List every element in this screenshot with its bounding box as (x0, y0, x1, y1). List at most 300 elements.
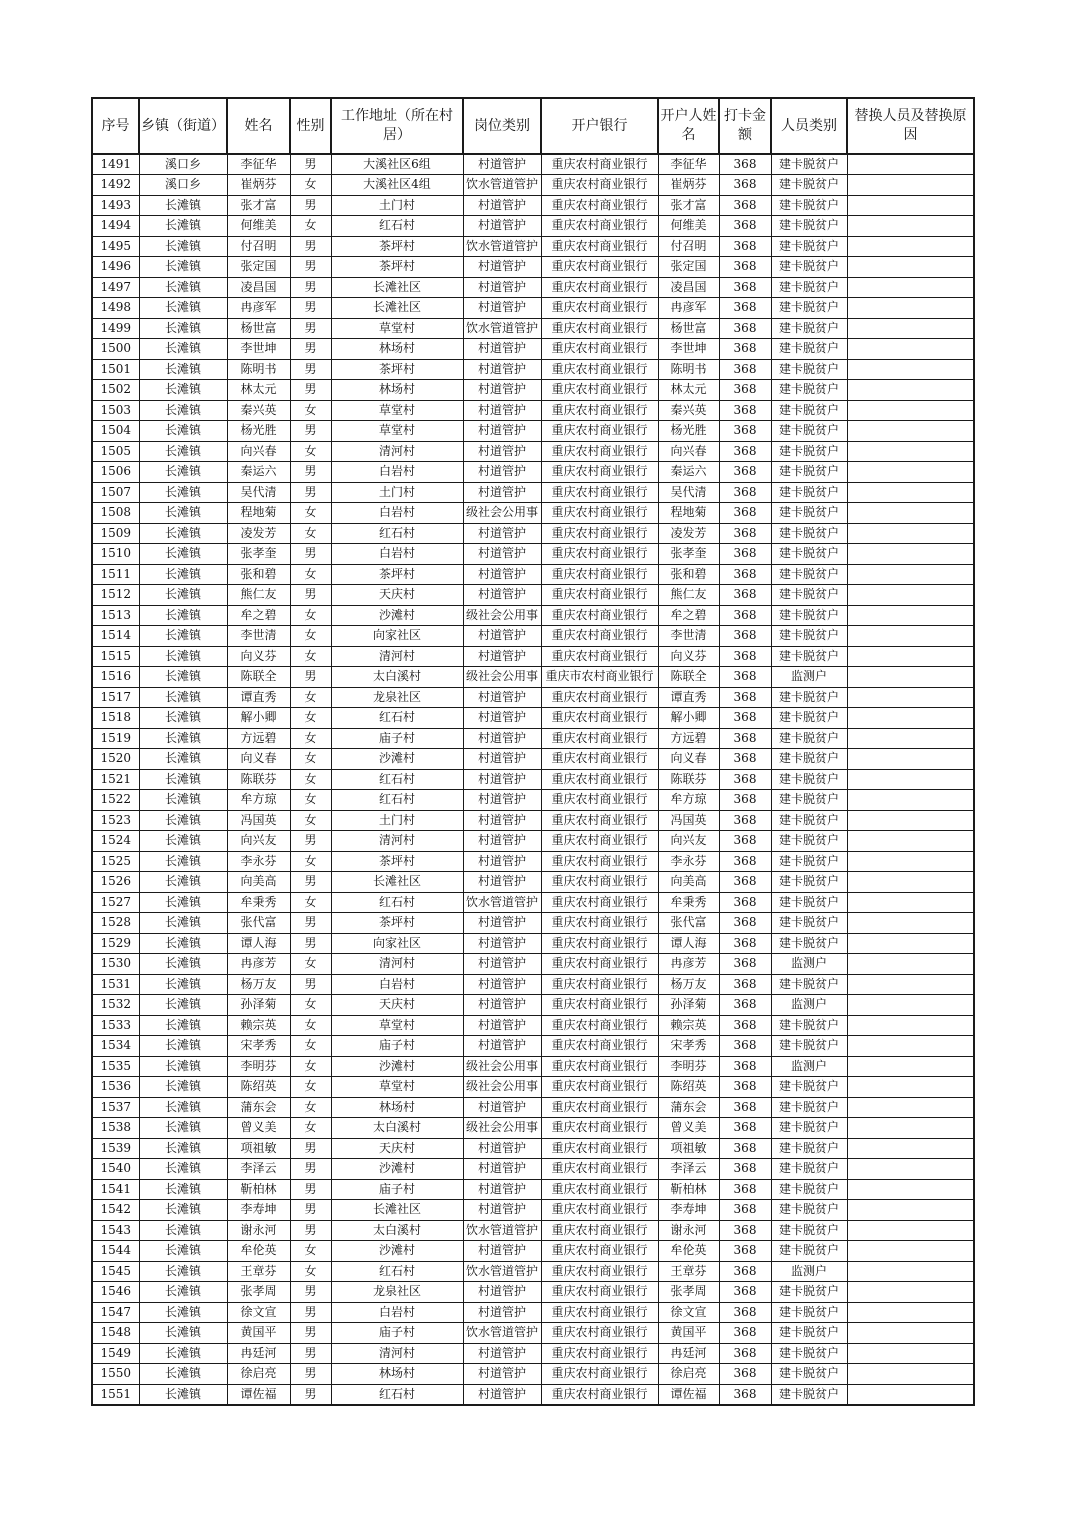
cell-post-type: 饮水管道管护 (463, 175, 541, 196)
cell-township: 长滩镇 (139, 790, 227, 811)
cell-amount: 368 (719, 277, 771, 298)
header-col-gender: 性别 (290, 98, 331, 154)
header-col-replacement: 替换人员及替换原因 (847, 98, 974, 154)
table-row (92, 769, 974, 790)
table-row (92, 257, 974, 278)
cell-amount: 368 (719, 318, 771, 339)
header-col-person-category: 人员类别 (771, 98, 847, 154)
cell-work-address: 庙子村 (331, 1179, 463, 1200)
cell-replacement (847, 1138, 974, 1159)
cell-account-holder: 何维美 (658, 216, 719, 237)
cell-amount: 368 (719, 1138, 771, 1159)
cell-index: 1494 (92, 216, 139, 237)
cell-account-holder: 蒲东会 (658, 1097, 719, 1118)
cell-bank: 重庆农村商业银行 (541, 544, 658, 565)
cell-bank: 重庆农村商业银行 (541, 1241, 658, 1262)
cell-name: 吴代清 (227, 482, 290, 503)
cell-gender: 男 (290, 236, 331, 257)
cell-post-type: 饮水管道管护 (463, 1323, 541, 1344)
cell-name: 王章芬 (227, 1261, 290, 1282)
cell-account-holder: 李明芬 (658, 1056, 719, 1077)
cell-post-type: 村道管护 (463, 564, 541, 585)
cell-post-type: 饮水管道管护 (463, 1220, 541, 1241)
cell-work-address: 茶坪村 (331, 257, 463, 278)
cell-name: 张定国 (227, 257, 290, 278)
cell-index: 1514 (92, 626, 139, 647)
cell-name: 张才富 (227, 195, 290, 216)
cell-work-address: 红石村 (331, 708, 463, 729)
cell-township: 长滩镇 (139, 585, 227, 606)
cell-index: 1528 (92, 913, 139, 934)
cell-account-holder: 牟方琼 (658, 790, 719, 811)
cell-township: 长滩镇 (139, 339, 227, 360)
cell-gender: 女 (290, 687, 331, 708)
cell-amount: 368 (719, 687, 771, 708)
cell-post-type: 级社会公用事 (463, 1118, 541, 1139)
cell-index: 1531 (92, 974, 139, 995)
cell-replacement (847, 298, 974, 319)
cell-gender: 男 (290, 585, 331, 606)
cell-amount: 368 (719, 380, 771, 401)
cell-amount: 368 (719, 646, 771, 667)
cell-post-type: 村道管护 (463, 872, 541, 893)
cell-replacement (847, 195, 974, 216)
cell-person-category: 建卡脱贫户 (771, 851, 847, 872)
cell-bank: 重庆农村商业银行 (541, 1220, 658, 1241)
cell-gender: 女 (290, 1036, 331, 1057)
cell-post-type: 村道管护 (463, 339, 541, 360)
cell-amount: 368 (719, 236, 771, 257)
cell-person-category: 建卡脱贫户 (771, 1364, 847, 1385)
cell-township: 长滩镇 (139, 1097, 227, 1118)
table-row (92, 708, 974, 729)
table-row (92, 749, 974, 770)
cell-name: 张孝奎 (227, 544, 290, 565)
cell-bank: 重庆农村商业银行 (541, 810, 658, 831)
cell-work-address: 长滩社区 (331, 872, 463, 893)
cell-person-category: 建卡脱贫户 (771, 380, 847, 401)
cell-account-holder: 杨世富 (658, 318, 719, 339)
cell-township: 长滩镇 (139, 216, 227, 237)
cell-replacement (847, 646, 974, 667)
cell-replacement (847, 585, 974, 606)
cell-township: 长滩镇 (139, 1077, 227, 1098)
cell-bank: 重庆农村商业银行 (541, 749, 658, 770)
cell-index: 1497 (92, 277, 139, 298)
cell-post-type: 村道管护 (463, 277, 541, 298)
cell-account-holder: 谢永河 (658, 1220, 719, 1241)
cell-gender: 男 (290, 1384, 331, 1405)
cell-index: 1537 (92, 1097, 139, 1118)
cell-name: 牟方琼 (227, 790, 290, 811)
cell-account-holder: 谭佐福 (658, 1384, 719, 1405)
cell-township: 长滩镇 (139, 441, 227, 462)
table-row (92, 1364, 974, 1385)
cell-bank: 重庆农村商业银行 (541, 851, 658, 872)
cell-name: 谢永河 (227, 1220, 290, 1241)
cell-amount: 368 (719, 933, 771, 954)
cell-replacement (847, 175, 974, 196)
cell-bank: 重庆农村商业银行 (541, 646, 658, 667)
cell-account-holder: 杨光胜 (658, 421, 719, 442)
cell-replacement (847, 1364, 974, 1385)
table-row (92, 1056, 974, 1077)
cell-township: 长滩镇 (139, 851, 227, 872)
cell-replacement (847, 1036, 974, 1057)
cell-name: 曾义美 (227, 1118, 290, 1139)
cell-township: 长滩镇 (139, 1118, 227, 1139)
cell-bank: 重庆农村商业银行 (541, 708, 658, 729)
cell-replacement (847, 1159, 974, 1180)
cell-work-address: 林场村 (331, 1364, 463, 1385)
cell-person-category: 建卡脱贫户 (771, 216, 847, 237)
roster-table (91, 97, 975, 1406)
cell-gender: 女 (290, 769, 331, 790)
cell-index: 1544 (92, 1241, 139, 1262)
cell-post-type: 村道管护 (463, 359, 541, 380)
cell-bank: 重庆农村商业银行 (541, 1159, 658, 1180)
cell-name: 谭人海 (227, 933, 290, 954)
cell-bank: 重庆农村商业银行 (541, 1323, 658, 1344)
cell-work-address: 红石村 (331, 523, 463, 544)
table-row (92, 359, 974, 380)
cell-index: 1546 (92, 1282, 139, 1303)
cell-name: 向兴春 (227, 441, 290, 462)
cell-index: 1515 (92, 646, 139, 667)
cell-bank: 重庆农村商业银行 (541, 1118, 658, 1139)
cell-township: 溪口乡 (139, 175, 227, 196)
table-row (92, 872, 974, 893)
cell-work-address: 清河村 (331, 831, 463, 852)
cell-bank: 重庆农村商业银行 (541, 359, 658, 380)
cell-post-type: 村道管护 (463, 1138, 541, 1159)
cell-township: 长滩镇 (139, 708, 227, 729)
cell-gender: 女 (290, 1241, 331, 1262)
cell-township: 长滩镇 (139, 544, 227, 565)
cell-index: 1509 (92, 523, 139, 544)
cell-index: 1498 (92, 298, 139, 319)
cell-post-type: 村道管护 (463, 790, 541, 811)
cell-account-holder: 向义春 (658, 749, 719, 770)
header-col-work-address: 工作地址（所在村居） (331, 98, 463, 154)
cell-work-address: 龙泉社区 (331, 1282, 463, 1303)
table-row (92, 1323, 974, 1344)
cell-person-category: 建卡脱贫户 (771, 913, 847, 934)
cell-amount: 368 (719, 400, 771, 421)
table-row (92, 318, 974, 339)
cell-work-address: 清河村 (331, 954, 463, 975)
table-row (92, 585, 974, 606)
cell-amount: 368 (719, 175, 771, 196)
cell-person-category: 建卡脱贫户 (771, 298, 847, 319)
cell-amount: 368 (719, 708, 771, 729)
cell-bank: 重庆农村商业银行 (541, 913, 658, 934)
table-row (92, 1077, 974, 1098)
cell-account-holder: 李永芬 (658, 851, 719, 872)
cell-work-address: 林场村 (331, 1097, 463, 1118)
cell-replacement (847, 1323, 974, 1344)
cell-person-category: 建卡脱贫户 (771, 1200, 847, 1221)
cell-index: 1517 (92, 687, 139, 708)
cell-amount: 368 (719, 339, 771, 360)
cell-bank: 重庆农村商业银行 (541, 503, 658, 524)
cell-post-type: 级社会公用事 (463, 503, 541, 524)
cell-replacement (847, 523, 974, 544)
cell-bank: 重庆农村商业银行 (541, 1302, 658, 1323)
cell-index: 1550 (92, 1364, 139, 1385)
cell-township: 长滩镇 (139, 892, 227, 913)
cell-post-type: 村道管护 (463, 1364, 541, 1385)
cell-person-category: 建卡脱贫户 (771, 1241, 847, 1262)
cell-gender: 男 (290, 544, 331, 565)
cell-work-address: 天庆村 (331, 1138, 463, 1159)
cell-bank: 重庆农村商业银行 (541, 974, 658, 995)
cell-amount: 368 (719, 995, 771, 1016)
cell-post-type: 村道管护 (463, 728, 541, 749)
cell-work-address: 草堂村 (331, 421, 463, 442)
cell-work-address: 龙泉社区 (331, 687, 463, 708)
cell-post-type: 村道管护 (463, 810, 541, 831)
table-row (92, 1097, 974, 1118)
cell-township: 长滩镇 (139, 523, 227, 544)
cell-person-category: 建卡脱贫户 (771, 175, 847, 196)
cell-amount: 368 (719, 298, 771, 319)
cell-post-type: 村道管护 (463, 1015, 541, 1036)
cell-bank: 重庆农村商业银行 (541, 564, 658, 585)
cell-account-holder: 向兴春 (658, 441, 719, 462)
cell-work-address: 天庆村 (331, 995, 463, 1016)
cell-index: 1543 (92, 1220, 139, 1241)
cell-bank: 重庆农村商业银行 (541, 728, 658, 749)
cell-gender: 男 (290, 380, 331, 401)
cell-post-type: 村道管护 (463, 257, 541, 278)
cell-person-category: 建卡脱贫户 (771, 257, 847, 278)
cell-account-holder: 项祖敏 (658, 1138, 719, 1159)
table-row (92, 380, 974, 401)
cell-post-type: 饮水管道管护 (463, 236, 541, 257)
cell-work-address: 大溪社区6组 (331, 154, 463, 175)
cell-township: 长滩镇 (139, 872, 227, 893)
table-row (92, 667, 974, 688)
cell-gender: 女 (290, 1077, 331, 1098)
cell-amount: 368 (719, 1220, 771, 1241)
cell-name: 牟之碧 (227, 605, 290, 626)
cell-replacement (847, 810, 974, 831)
cell-post-type: 村道管护 (463, 933, 541, 954)
cell-replacement (847, 236, 974, 257)
cell-post-type: 村道管护 (463, 195, 541, 216)
cell-bank: 重庆农村商业银行 (541, 1015, 658, 1036)
table-row (92, 503, 974, 524)
cell-amount: 368 (719, 1056, 771, 1077)
table-row (92, 995, 974, 1016)
cell-name: 付召明 (227, 236, 290, 257)
cell-work-address: 红石村 (331, 1384, 463, 1405)
cell-work-address: 太白溪村 (331, 667, 463, 688)
cell-post-type: 村道管护 (463, 1302, 541, 1323)
cell-gender: 女 (290, 708, 331, 729)
table-row (92, 1118, 974, 1139)
cell-account-holder: 吴代清 (658, 482, 719, 503)
cell-amount: 368 (719, 954, 771, 975)
table-row (92, 1200, 974, 1221)
cell-post-type: 村道管护 (463, 154, 541, 175)
cell-work-address: 长滩社区 (331, 1200, 463, 1221)
cell-bank: 重庆农村商业银行 (541, 175, 658, 196)
cell-replacement (847, 1261, 974, 1282)
cell-replacement (847, 1282, 974, 1303)
cell-name: 张孝周 (227, 1282, 290, 1303)
cell-gender: 男 (290, 257, 331, 278)
cell-post-type: 村道管护 (463, 462, 541, 483)
cell-amount: 368 (719, 585, 771, 606)
cell-post-type: 村道管护 (463, 687, 541, 708)
cell-township: 长滩镇 (139, 298, 227, 319)
cell-amount: 368 (719, 1118, 771, 1139)
cell-bank: 重庆农村商业银行 (541, 790, 658, 811)
cell-account-holder: 靳柏林 (658, 1179, 719, 1200)
cell-bank: 重庆农村商业银行 (541, 1097, 658, 1118)
cell-gender: 女 (290, 503, 331, 524)
cell-amount: 368 (719, 503, 771, 524)
table-row (92, 728, 974, 749)
cell-account-holder: 李世坤 (658, 339, 719, 360)
table-row (92, 1159, 974, 1180)
cell-account-holder: 李泽云 (658, 1159, 719, 1180)
cell-index: 1541 (92, 1179, 139, 1200)
cell-index: 1518 (92, 708, 139, 729)
cell-person-category: 建卡脱贫户 (771, 154, 847, 175)
cell-person-category: 建卡脱贫户 (771, 339, 847, 360)
cell-post-type: 村道管护 (463, 1384, 541, 1405)
cell-post-type: 村道管护 (463, 400, 541, 421)
cell-post-type: 村道管护 (463, 1159, 541, 1180)
cell-person-category: 建卡脱贫户 (771, 441, 847, 462)
table-row (92, 564, 974, 585)
cell-replacement (847, 769, 974, 790)
cell-gender: 女 (290, 728, 331, 749)
cell-person-category: 建卡脱贫户 (771, 318, 847, 339)
cell-index: 1534 (92, 1036, 139, 1057)
cell-replacement (847, 667, 974, 688)
cell-account-holder: 陈绍英 (658, 1077, 719, 1098)
cell-replacement (847, 1302, 974, 1323)
cell-post-type: 村道管护 (463, 1097, 541, 1118)
cell-name: 崔炳芬 (227, 175, 290, 196)
table-row (92, 933, 974, 954)
cell-person-category: 建卡脱贫户 (771, 1015, 847, 1036)
cell-bank: 重庆农村商业银行 (541, 298, 658, 319)
cell-township: 长滩镇 (139, 1282, 227, 1303)
cell-account-holder: 赖宗英 (658, 1015, 719, 1036)
cell-name: 徐文宣 (227, 1302, 290, 1323)
cell-account-holder: 冯国英 (658, 810, 719, 831)
cell-bank: 重庆农村商业银行 (541, 1200, 658, 1221)
cell-index: 1530 (92, 954, 139, 975)
cell-work-address: 白岩村 (331, 503, 463, 524)
cell-name: 陈联全 (227, 667, 290, 688)
cell-replacement (847, 954, 974, 975)
cell-amount: 368 (719, 523, 771, 544)
cell-gender: 女 (290, 1056, 331, 1077)
cell-account-holder: 张和碧 (658, 564, 719, 585)
cell-name: 杨世富 (227, 318, 290, 339)
table-row (92, 605, 974, 626)
cell-work-address: 茶坪村 (331, 359, 463, 380)
cell-account-holder: 向义芬 (658, 646, 719, 667)
cell-amount: 368 (719, 544, 771, 565)
cell-name: 靳柏林 (227, 1179, 290, 1200)
cell-replacement (847, 872, 974, 893)
cell-account-holder: 牟秉秀 (658, 892, 719, 913)
cell-name: 李世坤 (227, 339, 290, 360)
cell-person-category: 建卡脱贫户 (771, 769, 847, 790)
cell-gender: 男 (290, 1302, 331, 1323)
cell-work-address: 白岩村 (331, 1302, 463, 1323)
cell-bank: 重庆农村商业银行 (541, 400, 658, 421)
cell-account-holder: 王章芬 (658, 1261, 719, 1282)
cell-replacement (847, 728, 974, 749)
cell-gender: 男 (290, 667, 331, 688)
header-col-bank: 开户银行 (541, 98, 658, 154)
cell-gender: 男 (290, 913, 331, 934)
cell-township: 长滩镇 (139, 1036, 227, 1057)
table-row (92, 1343, 974, 1364)
cell-gender: 女 (290, 523, 331, 544)
cell-person-category: 监测户 (771, 1056, 847, 1077)
cell-gender: 男 (290, 831, 331, 852)
cell-post-type: 村道管护 (463, 298, 541, 319)
cell-index: 1513 (92, 605, 139, 626)
cell-work-address: 大溪社区4组 (331, 175, 463, 196)
cell-work-address: 白岩村 (331, 544, 463, 565)
cell-work-address: 白岩村 (331, 974, 463, 995)
cell-bank: 重庆农村商业银行 (541, 441, 658, 462)
cell-person-category: 监测户 (771, 1261, 847, 1282)
cell-index: 1540 (92, 1159, 139, 1180)
cell-post-type: 村道管护 (463, 646, 541, 667)
cell-account-holder: 张定国 (658, 257, 719, 278)
cell-bank: 重庆农村商业银行 (541, 1261, 658, 1282)
cell-township: 长滩镇 (139, 974, 227, 995)
cell-post-type: 村道管护 (463, 585, 541, 606)
cell-person-category: 建卡脱贫户 (771, 831, 847, 852)
cell-account-holder: 凌发芳 (658, 523, 719, 544)
cell-gender: 女 (290, 216, 331, 237)
cell-amount: 368 (719, 1323, 771, 1344)
table-row (92, 339, 974, 360)
cell-replacement (847, 339, 974, 360)
cell-index: 1545 (92, 1261, 139, 1282)
cell-township: 长滩镇 (139, 769, 227, 790)
cell-post-type: 级社会公用事 (463, 1077, 541, 1098)
cell-work-address: 沙滩村 (331, 605, 463, 626)
cell-account-holder: 冉廷河 (658, 1343, 719, 1364)
cell-bank: 重庆农村商业银行 (541, 831, 658, 852)
cell-index: 1547 (92, 1302, 139, 1323)
header-col-name: 姓名 (227, 98, 290, 154)
cell-post-type: 级社会公用事 (463, 605, 541, 626)
cell-name: 杨万友 (227, 974, 290, 995)
cell-bank: 重庆农村商业银行 (541, 872, 658, 893)
cell-amount: 368 (719, 1364, 771, 1385)
cell-person-category: 建卡脱贫户 (771, 646, 847, 667)
cell-work-address: 茶坪村 (331, 851, 463, 872)
cell-account-holder: 向兴友 (658, 831, 719, 852)
cell-bank: 重庆农村商业银行 (541, 954, 658, 975)
cell-work-address: 清河村 (331, 646, 463, 667)
table-row (92, 1036, 974, 1057)
